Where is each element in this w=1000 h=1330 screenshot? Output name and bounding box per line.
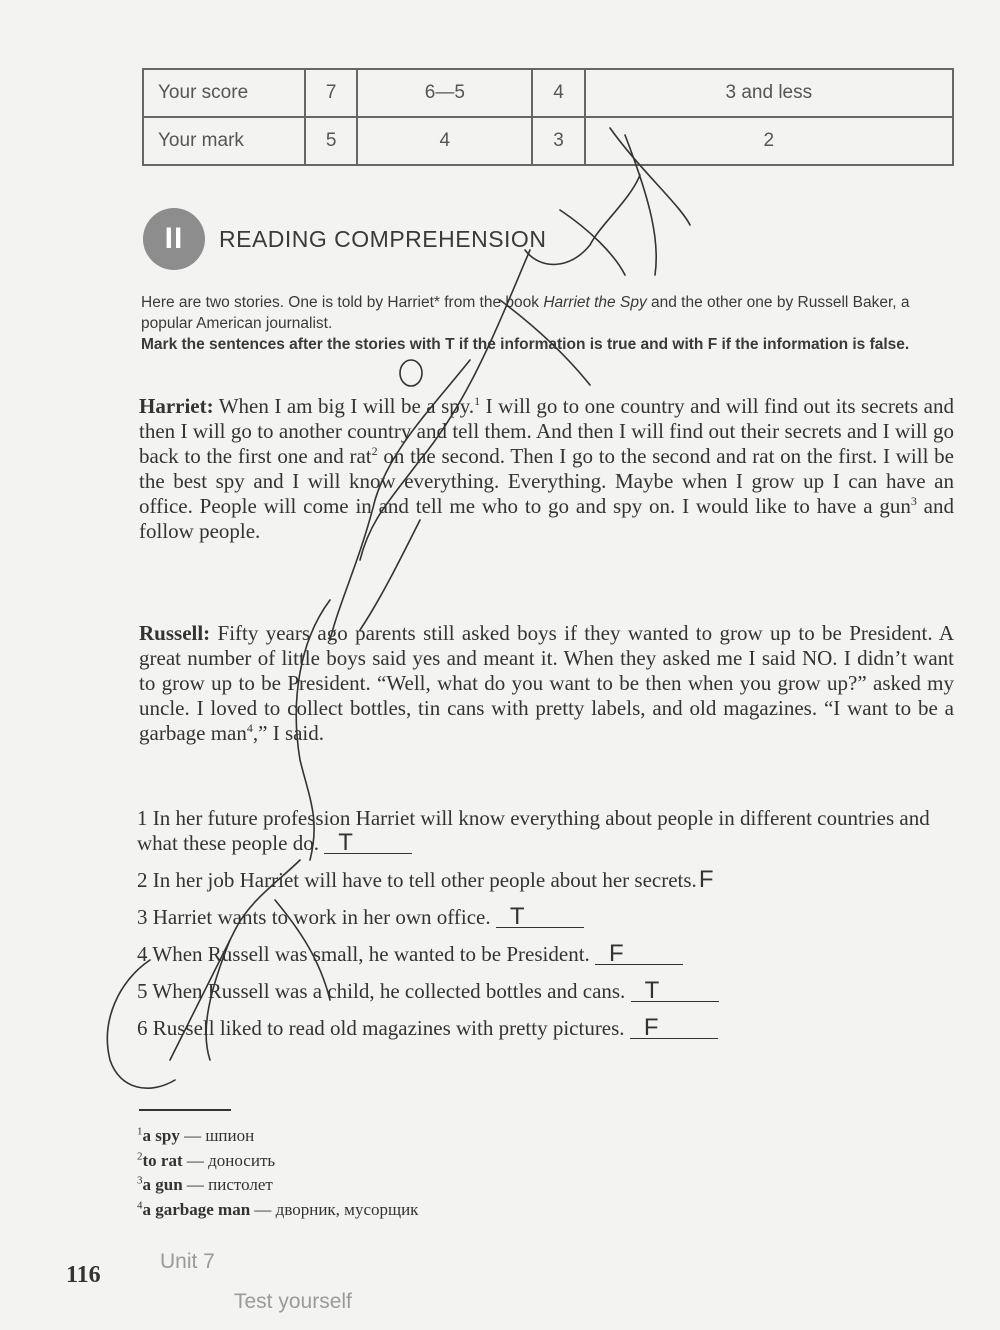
- question-item: [137, 979, 957, 1004]
- unit-label: Unit 7: [160, 1250, 215, 1273]
- mark-row: [143, 117, 953, 165]
- footnote: [137, 1124, 418, 1149]
- score-cell: 4: [532, 69, 584, 117]
- section-title: READING COMPREHENSION: [219, 225, 547, 252]
- book-title: Harriet the Spy: [543, 294, 647, 311]
- story-text: on the second. Then I go to the second and rat on the first. I will be the best spy and I will know everything. Everything. Maybe when I grow up I can have an office. People will come in and tell me who to go and spy on. I would like to have a gun: [139, 444, 954, 518]
- question-text: 6 Russell liked to read old magazines with pretty pictures.: [137, 1016, 625, 1040]
- footnote-translation: пистолет: [208, 1175, 273, 1194]
- footnote-translation: шпион: [205, 1126, 255, 1145]
- question-item: [137, 942, 957, 967]
- question-text: 2 In her job Harriet will have to tell other people about her secrets.: [137, 868, 697, 892]
- scribble-stroke: [560, 210, 625, 275]
- footnote-dash: —: [179, 1126, 206, 1145]
- intro-text-part: and the other one by Russell Baker, a popular American journalist.: [141, 294, 910, 332]
- footnote-dash: —: [182, 1150, 209, 1170]
- answer-blank[interactable]: F: [595, 944, 683, 965]
- question-list: [137, 806, 957, 1053]
- story-text: and follow people.: [139, 494, 954, 543]
- question-text: 4 When Russell was small, he wanted to be President.: [137, 942, 590, 966]
- question-item: [137, 905, 957, 930]
- story-text: ,” I said.: [252, 721, 325, 745]
- unit-subtitle: Test yourself: [234, 1290, 352, 1313]
- speaker-label: Harriet:: [139, 394, 214, 418]
- footnote-translation: доносить: [208, 1150, 276, 1170]
- score-table: [142, 68, 954, 166]
- story-russell: [139, 621, 954, 746]
- intro-text-part: Here are two stories. One is told by Harriet* from the book: [141, 294, 544, 311]
- speaker-label: Russell:: [139, 621, 211, 645]
- mark-row-label: Your mark: [143, 117, 305, 165]
- intro-text: [141, 292, 956, 334]
- footnote: [137, 1198, 418, 1223]
- question-item: [137, 868, 957, 893]
- footnote: [137, 1173, 418, 1198]
- instructions: [141, 292, 956, 355]
- section-header: [143, 208, 546, 270]
- story-text: Fifty years ago parents still asked boys if they wanted to grow up to be President. A great number of little boys said yes and meant it. When they asked me I said NO. I didn’t want to grow up to be President. “Well, what do you want to be then when you grow up?” asked my uncle. I loved to collect bottles, tin cans with pretty labels, and old magazines. “I want to be a garbage man: [139, 621, 954, 745]
- answer-blank[interactable]: T: [324, 833, 412, 854]
- story-harriet: [139, 394, 954, 544]
- question-text: 1 In her future profession Harriet will know everything about people in different countries and what these people do.: [137, 806, 930, 855]
- footnote-term: to rat: [142, 1150, 183, 1170]
- score-row: [143, 69, 953, 117]
- score-cell: 7: [305, 69, 357, 117]
- answer-blank[interactable]: T: [496, 907, 584, 928]
- section-number-badge: II: [143, 208, 205, 270]
- footnote-divider: [139, 1109, 231, 1111]
- footnote-dash: —: [182, 1175, 209, 1194]
- footnote: [137, 1149, 418, 1174]
- story-text: When I am big I will be a spy.: [213, 394, 475, 418]
- footnote-number: 1: [137, 1125, 143, 1138]
- footnote-term: a garbage man: [142, 1199, 251, 1219]
- footnote-term: a gun: [142, 1175, 183, 1194]
- footnote-marker: 4: [246, 721, 253, 735]
- answer-blank[interactable]: F: [630, 1018, 718, 1039]
- mark-cell: 4: [357, 117, 532, 165]
- footnote-marker: 3: [910, 494, 917, 508]
- mark-cell: 5: [305, 117, 357, 165]
- footnote-marker: 1: [474, 394, 481, 408]
- score-row-label: Your score: [143, 69, 305, 117]
- mark-cell: 3: [532, 117, 584, 165]
- scribble-circle: [400, 360, 422, 386]
- mark-cell: 2: [585, 117, 953, 165]
- question-item: [137, 806, 957, 856]
- footnote-number: 3: [137, 1174, 143, 1187]
- question-text: 5 When Russell was a child, he collected bottles and cans.: [137, 979, 626, 1003]
- answer-blank[interactable]: F: [698, 866, 714, 893]
- question-text: 3 Harriet wants to work in her own office.: [137, 905, 491, 929]
- score-cell: 6—5: [357, 69, 532, 117]
- task-text: Mark the sentences after the stories with T if the information is true and with F if the information is false.: [141, 336, 910, 353]
- footnote-term: a spy: [142, 1126, 180, 1145]
- answer-blank[interactable]: T: [631, 981, 719, 1002]
- story-text: I will go to one country and will find out its secrets and then I will go to another country and tell them. And then I will find out their secrets and I will go back to the first one and rat: [139, 394, 954, 468]
- footnotes: [137, 1124, 418, 1222]
- score-cell: 3 and less: [585, 69, 953, 117]
- footnote-translation: дворник, мусорщик: [275, 1199, 419, 1219]
- footnote-number: 4: [137, 1198, 143, 1211]
- page-number: 116: [66, 1262, 101, 1288]
- footnote-marker: 2: [371, 444, 378, 458]
- footnote-dash: —: [250, 1199, 276, 1219]
- footnote-number: 2: [137, 1149, 143, 1162]
- question-item: [137, 1016, 957, 1041]
